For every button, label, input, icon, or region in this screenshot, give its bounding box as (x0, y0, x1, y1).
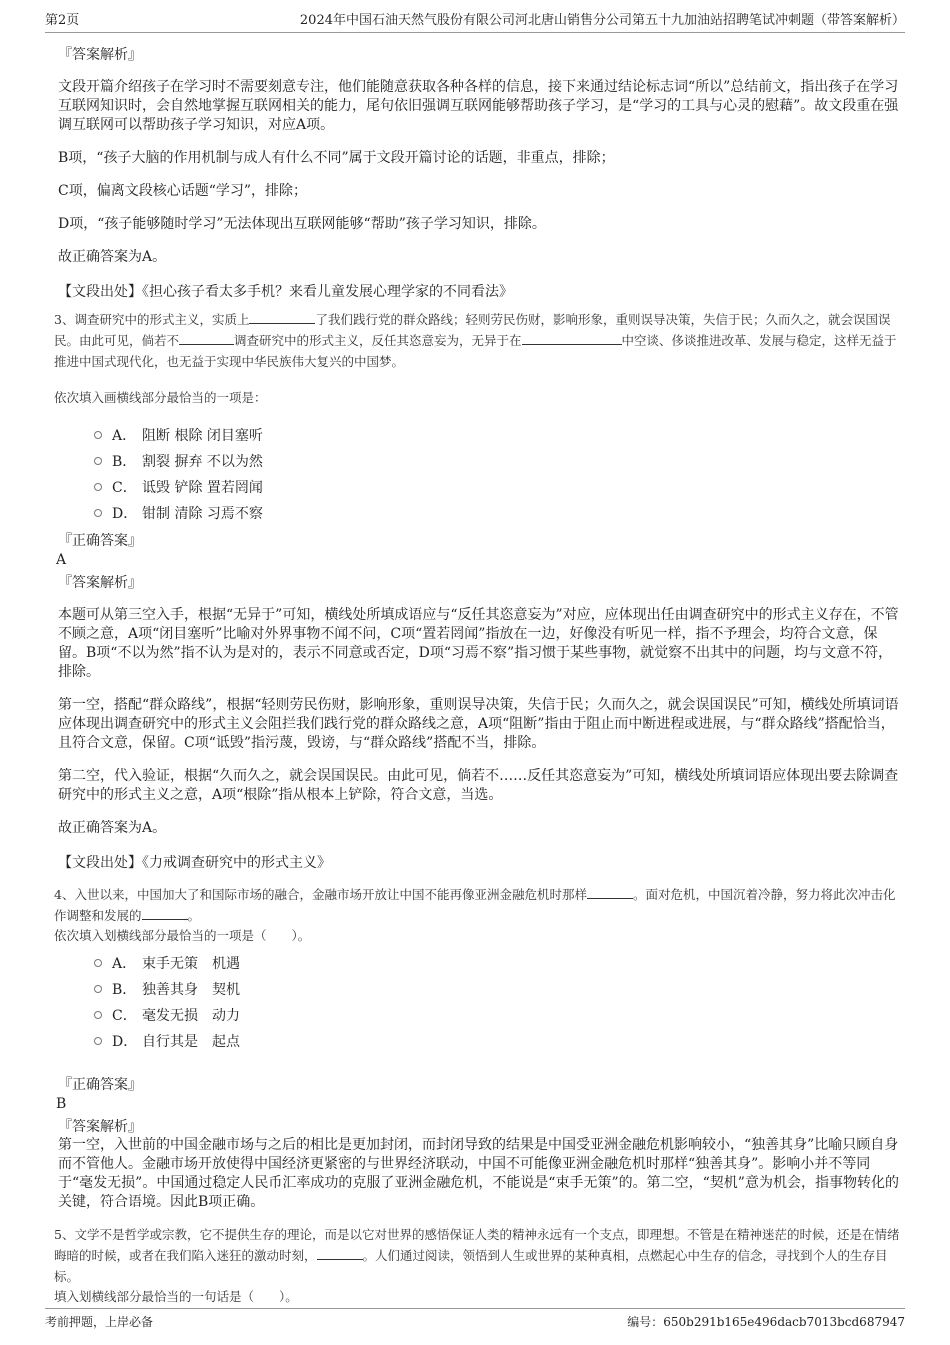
q4-analysis-tag: 『答案解析』 (58, 1119, 142, 1135)
q3-blank-1 (249, 311, 315, 324)
page-footer (45, 1308, 905, 1335)
radio-icon[interactable] (94, 1037, 102, 1045)
q3-options (94, 422, 900, 526)
document-id: 编号：650b291b165e496dacb7013bcd687947 (627, 1315, 905, 1329)
q3-analysis-p2: 第一空，搭配“群众路线”，根据“轻则劳民伤财，影响形象，重则误导决策，失信于民；久而久之，就会误国误民”可知，横线处所填词语应体现出调查研究中的形式主义会阻拦我们践行党的群众路线之意，A项“阻断”指由于阻止而中断进程或进展，与“群众路线”搭配恰当，且符合文意，保留。C项“诋毁”指污蔑，毁谤，与“群众路线”搭配不当，排除。 (58, 697, 899, 751)
q5-prompt: 填入划横线部分最恰当的一句话是（ ）。 (54, 1289, 298, 1304)
q3-analysis-tag: 『答案解析』 (58, 575, 142, 591)
q2-analysis-p3: C项，偏离文段核心话题“学习”，排除； (58, 183, 308, 199)
q3-answer-tag: 『正确答案』 (58, 533, 142, 549)
q4-options (94, 950, 900, 1054)
document-title: 2024年中国石油天然气股份有限公司河北唐山销售分公司第五十九加油站招聘笔试冲刺题（带答案解析） (299, 13, 905, 28)
q3-answer-summary: 故正确答案为A。 (58, 820, 167, 836)
q2-analysis-p2: B项，“孩子大脑的作用机制与成人有什么不同”属于文段开篇讨论的话题，非重点，排除； (58, 150, 615, 166)
radio-icon[interactable] (94, 431, 102, 439)
q3-analysis-p3: 第二空，代入验证，根据“久而久之，就会误国误民。由此可见，倘若不……反任其恣意妄为”可知，横线处所填词语应体现出要去除调查研究中的形式主义之意，A项“根除”指从根本上铲除，符合文意，当选。 (58, 768, 899, 803)
q4-option-a[interactable]: A． 束手无策 机遇 (94, 950, 900, 976)
q4-correct-answer: B (56, 1096, 67, 1112)
page-number: 第2页 (45, 13, 80, 28)
q4-blank-1 (587, 886, 633, 899)
q3-analysis-p1: 本题可从第三空入手，根据“无异于”可知，横线处所填成语应与“反任其恣意妄为”对应，应体现出任由调查研究中的形式主义存在，不管不顾之意，A项“闭目塞听”比喻对外界事物不闻不问，C项“置若罔闻”指放在一边，好像没有听见一样，指不予理会，均符合文意，保留。B项“不以为然”指不认为是对的，表示不同意或否定，D项“习焉不察”指习惯于某些事物，就觉察不出其中的问题，均与文意不符，排除。 (58, 607, 899, 680)
page-header (45, 10, 905, 33)
radio-icon[interactable] (94, 483, 102, 491)
radio-icon[interactable] (94, 959, 102, 967)
q4-stem: 4、入世以来，中国加大了和国际市场的融合，金融市场开放让中国不能再像亚洲金融危机时那样 。面对危机，中国沉着冷静，努力将此次冲击化作调整和发展的 。 (54, 887, 896, 923)
q2-analysis-p1: 文段开篇介绍孩子在学习时不需要刻意专注，他们能随意获取各种各样的信息，接下来通过结论标志词“所以”总结前文，指出孩子在学习互联网知识时，会自然地掌握互联网相关的能力，尾句依旧强调互联网能够帮助孩子学习，是“学习的工具与心灵的慰藉”。故文段重在强调互联网可以帮助孩子学习知识，对应A项。 (58, 79, 899, 133)
footer-slogan: 考前押题，上岸必备 (45, 1315, 154, 1329)
q5-blank-1 (317, 1247, 363, 1260)
q3-option-b[interactable]: B． 割裂 摒弃 不以为然 (94, 448, 900, 474)
q3-prompt: 依次填入画横线部分最恰当的一项是： (54, 390, 267, 405)
q4-option-c[interactable]: C． 毫发无损 动力 (94, 1002, 900, 1028)
q3-stem: 3、调查研究中的形式主义，实质上 了我们践行党的群众路线；轻则劳民伤财，影响形象，重则误导决策，失信于民；久而久之，就会误国误民。由此可见，倘若不 调查研究中的形式主义，反任其恣意妄为，无异于在 中空谈、侈谈推进改革、发展与稳定，这样无益于推进中国式现代化，也无益于实现中华民族伟大复兴的中国梦。 (54, 312, 897, 369)
radio-icon[interactable] (94, 509, 102, 517)
q4-blank-2 (142, 907, 188, 920)
radio-icon[interactable] (94, 985, 102, 993)
q2-source: 【文段出处】《担心孩子看太多手机？来看儿童发展心理学家的不同看法》 (58, 284, 513, 300)
q4-answer-tag: 『正确答案』 (58, 1077, 142, 1093)
q4-analysis-p1: 第一空，入世前的中国金融市场与之后的相比是更加封闭，而封闭导致的结果是中国受亚洲金融危机影响较小，“独善其身”比喻只顾自身而不管他人。金融市场开放使得中国经济更紧密的与世界经济联动，中国不可能像亚洲金融危机时那样“独善其身”。影响小并不等同于“毫发无损”。中国通过稳定人民币汇率成功的克服了亚洲金融危机，不能说是“束手无策”的。第二空，“契机”意为机会，指事物转化的关键，符合语境。因此B项正确。 (58, 1137, 899, 1210)
q4-option-d[interactable]: D． 自行其是 起点 (94, 1028, 900, 1054)
q3-blank-2 (179, 332, 234, 345)
q5-stem: 5、文学不是哲学或宗教，它不提供生存的理论，而是以它对世界的感悟保证人类的精神永远有一个支点，即理想。不管是在精神迷茫的时候，还是在情绪晦暗的时候，或者在我们陷入迷狂的激动时刻， 。人们通过阅读，领悟到人生或世界的某种真相，点燃起心中生存的信念，寻找到个人的生存目标。 (54, 1227, 900, 1284)
q3-blank-3 (522, 332, 622, 345)
q3-correct-answer: A (56, 552, 67, 568)
q3-option-a[interactable]: A． 阻断 根除 闭目塞听 (94, 422, 900, 448)
q2-analysis-p4: D项，“孩子能够随时学习”无法体现出互联网能够“帮助”孩子学习知识，排除。 (58, 216, 546, 232)
radio-icon[interactable] (94, 1011, 102, 1019)
q2-answer-summary: 故正确答案为A。 (58, 249, 167, 265)
q3-source: 【文段出处】《力戒调查研究中的形式主义》 (58, 855, 331, 871)
q4-option-b[interactable]: B． 独善其身 契机 (94, 976, 900, 1002)
q3-option-c[interactable]: C． 诋毁 铲除 置若罔闻 (94, 474, 900, 500)
q4-prompt: 依次填入划横线部分最恰当的一项是（ ）。 (54, 928, 311, 943)
q2-analysis-tag: 『答案解析』 (58, 47, 142, 63)
q3-option-d[interactable]: D． 钳制 清除 习焉不察 (94, 500, 900, 526)
page-content (54, 40, 900, 1307)
radio-icon[interactable] (94, 457, 102, 465)
